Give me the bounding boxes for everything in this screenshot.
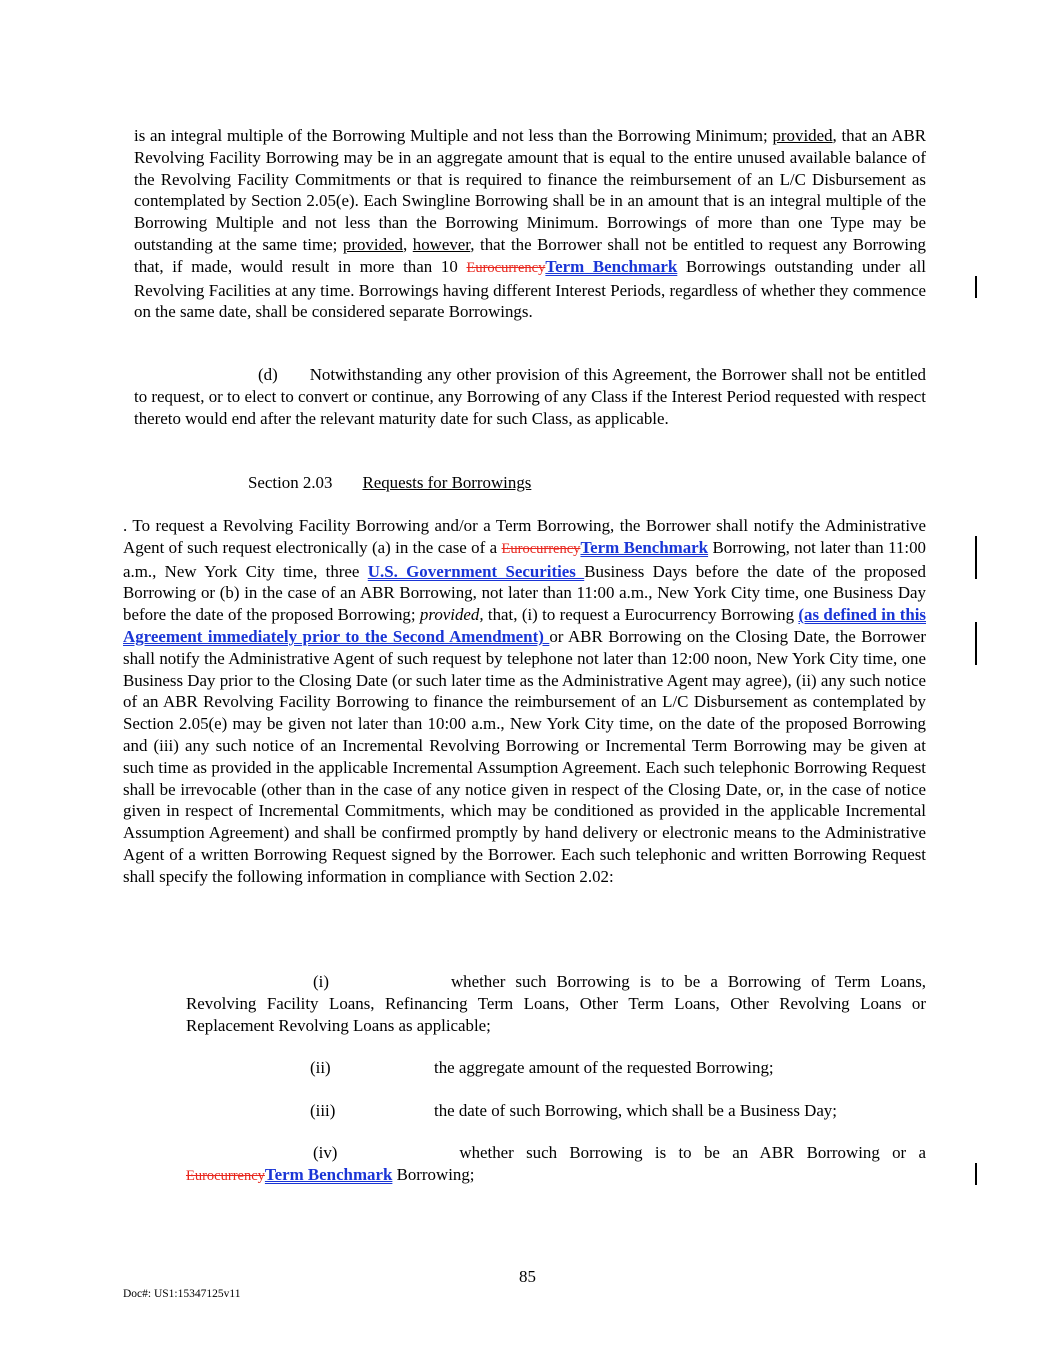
paragraph-d: (d) Notwithstanding any other provision of this Agreement, the Borrower shall not be entitled to request, or to elect to convert or continue, any Borrowing of any Class if the Interest Period requested with respect thereto would end after the relevant maturity date for such Class, as applicable. <box>134 365 926 428</box>
section-title: Requests for Borrowings <box>362 473 532 492</box>
change-bar <box>975 536 977 579</box>
list-item-i: (i) whether such Borrowing is to be a Borrowing of Term Loans, Revolving Facility Loans, Refinancing Term Loans, Other Term Loans, Other Revolving Loans or Replacement Revolving Loans as applicable; <box>186 972 926 1035</box>
deleted-text: Eurocurrency <box>186 1167 265 1184</box>
inserted-text: U.S. Government Securities <box>367 561 585 581</box>
inserted-text: Term Benchmark <box>545 256 678 276</box>
item-number: (i) <box>313 972 329 991</box>
page-number: 85 <box>519 1267 536 1286</box>
change-bar <box>975 1163 977 1185</box>
provided-term: provided, <box>419 605 484 625</box>
inserted-text: Term Benchmark <box>264 1164 393 1184</box>
however-term: however <box>412 234 471 254</box>
provided-term: provided <box>342 234 403 254</box>
item-number: (iii) <box>310 1101 336 1120</box>
paragraph-borrowing-minimum: is an integral multiple of the Borrowing Multiple and not less than the Borrowing Minimum; provided, that an ABR Revolving Facility Borrowing may be in an aggregate amount that is equal to the entire unused available balance of the Revolving Facility Commitments or that is required to finance the reimbursement of an L/C Disbursement as contemplated by Section 2.05(e). Each Swingline Borrowing shall be in an amount that is an integral multiple of the Borrowing Multiple and not less than the Borrowing Minimum. Borrowings of more than one Type may be outstanding at the same time; provided, however, that the Borrower shall not be entitled to request any Borrowing that, if made, would result in more than 10 EurocurrencyTerm Benchmark Borrowings outstanding under all Revolving Facilities at any time. Borrowings having different Interest Periods, regardless of whether they commence on the same date, shall be considered separate Borrowings. <box>134 126 926 322</box>
inserted-text: Term Benchmark <box>580 537 709 557</box>
section-number: Section 2.03 <box>248 473 333 492</box>
change-bar <box>975 276 977 298</box>
deleted-text: Eurocurrency <box>501 540 581 557</box>
provided-term: provided <box>772 126 833 145</box>
section-heading <box>248 472 531 494</box>
change-bar <box>975 622 977 665</box>
list-item-iii: (iii) the date of such Borrowing, which shall be a Business Day; <box>310 1101 837 1120</box>
inserted-text: (as defined in this Agreement immediately prior to the Second Amendment) <box>123 605 927 646</box>
document-id: Doc#: US1:15347125v11 <box>123 1288 241 1300</box>
paragraph-borrowing-request: . To request a Revolving Facility Borrowing and/or a Term Borrowing, the Borrower shall notify the Administrative Agent of such request electronically (a) in the case of a EurocurrencyTerm Benchmark Borrowing, not later than 11:00 a.m., New York City time, three U.S. Government Securities Business Days before the date of the proposed Borrowing or (b) in the case of an ABR Borrowing, not later than 11:00 a.m., New York City time, one Business Day before the date of the proposed Borrowing; provided, that, (i) to request a Eurocurrency Borrowing (as defined in this Agreement immediately prior to the Second Amendment) or ABR Borrowing on the Closing Date, the Borrower shall notify the Administrative Agent of such request by telephone not later than 12:00 noon, New York City time, one Business Day prior to the Closing Date (or such later time as the Administrative Agent may agree), (ii) any such notice of an ABR Revolving Facility Borrowing to finance the reimbursement of an L/C Disbursement as contemplated by Section 2.05(e) may be given not later than 10:00 a.m., New York City time, on the date of the proposed Borrowing and (iii) any such notice of an Incremental Revolving Borrowing or Incremental Term Borrowing may be given at such time as provided in the applicable Incremental Assumption Agreement. Each such telephonic Borrowing Request shall be irrevocable (other than in the case of any notice given in respect of the Closing Date, or, in the case of notice given in respect of Incremental Commitments, which may be conditioned as provided in the applicable Incremental Assumption Agreement) and shall be confirmed promptly by hand delivery or electronic means to the Administrative Agent of a written Borrowing Request signed by the Borrower. Each such telephonic and written Borrowing Request shall specify the following information in compliance with Section 2.02: <box>123 516 927 886</box>
list-item-ii: (ii) the aggregate amount of the requested Borrowing; <box>310 1058 774 1077</box>
item-number: (iv) <box>313 1143 338 1162</box>
deleted-text: Eurocurrency <box>466 259 546 276</box>
clause-label: (d) <box>258 365 278 384</box>
list-item-iv: (iv) whether such Borrowing is to be an ABR Borrowing or a EurocurrencyTerm Benchmark Borrowing; <box>186 1143 926 1184</box>
item-number: (ii) <box>310 1058 331 1077</box>
